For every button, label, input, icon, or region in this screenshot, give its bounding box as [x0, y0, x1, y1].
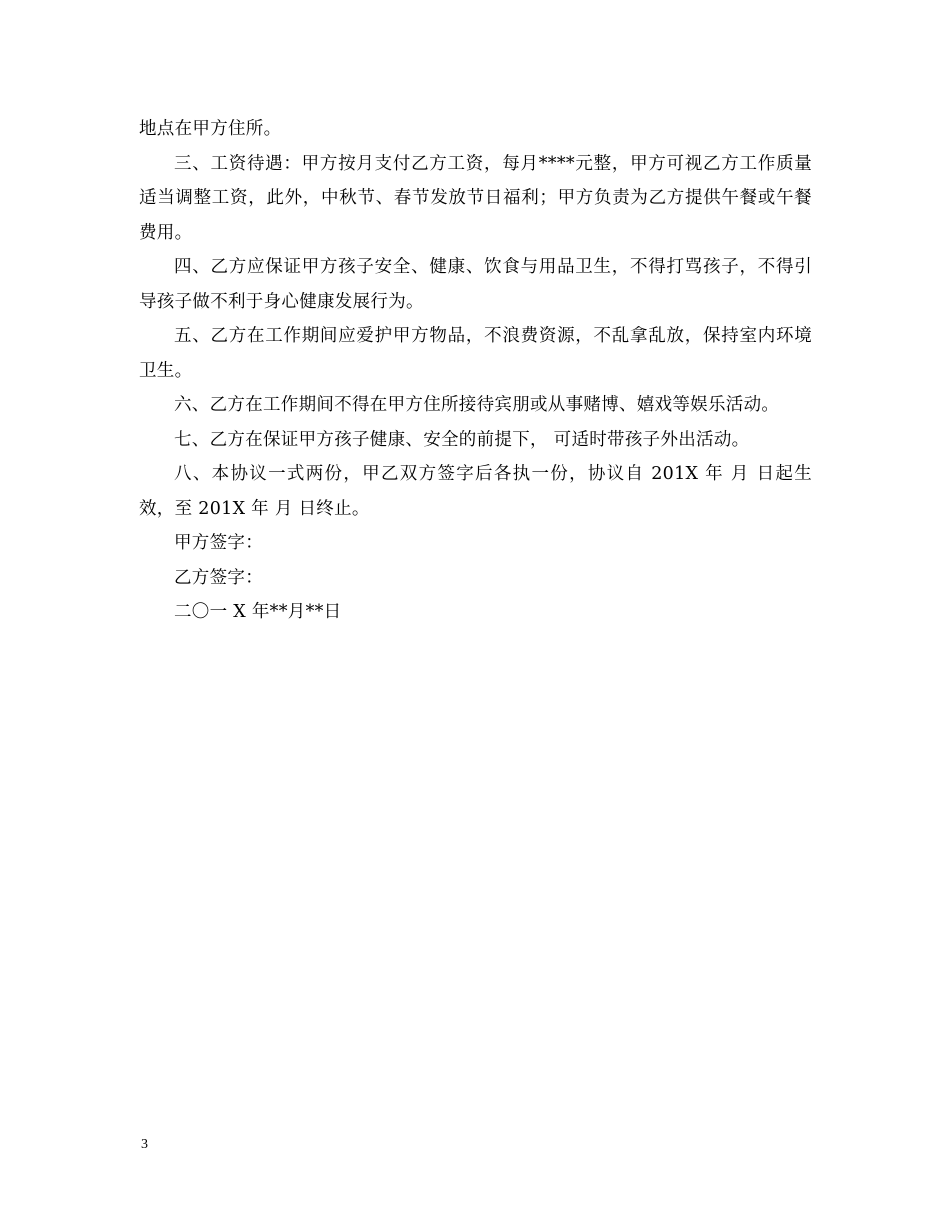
paragraph-clause-8-validity: 八、本协议一式两份，甲乙双方签字后各执一份，协议自 201X 年 月 日起生效，至 201X 年 月 日终止。	[139, 464, 812, 519]
signature-party-b: 乙方签字：	[174, 567, 263, 588]
paragraph-clause-7-outings: 七、乙方在保证甲方孩子健康、安全的前提下， 可适时带孩子外出活动。	[174, 429, 750, 450]
signature-date: 二〇一 X 年**月**日	[174, 602, 342, 622]
paragraph-clause-3-salary: 三、工资待遇：甲方按月支付乙方工资，每月****元整，甲方可视乙方工作质量适当调整工资，此外，中秋节、春节发放节日福利；甲方负责为乙方提供午餐或午餐费用。	[139, 153, 812, 243]
paragraph-clause-4-child-safety: 四、乙方应保证甲方孩子安全、健康、饮食与用品卫生，不得打骂孩子，不得引导孩子做不利于身心健康发展行为。	[139, 257, 812, 312]
document-body	[139, 112, 812, 630]
signature-party-a: 甲方签字：	[174, 533, 263, 553]
paragraph-location: 地点在甲方住所。	[139, 119, 282, 139]
paragraph-clause-5-property-care: 五、乙方在工作期间应爱护甲方物品，不浪费资源，不乱拿乱放，保持室内环境卫生。	[139, 326, 812, 381]
paragraph-clause-6-prohibitions: 六、乙方在工作期间不得在甲方住所接待宾朋或从事赌博、嬉戏等娱乐活动。	[174, 395, 780, 415]
page-number: 3	[141, 1137, 148, 1152]
